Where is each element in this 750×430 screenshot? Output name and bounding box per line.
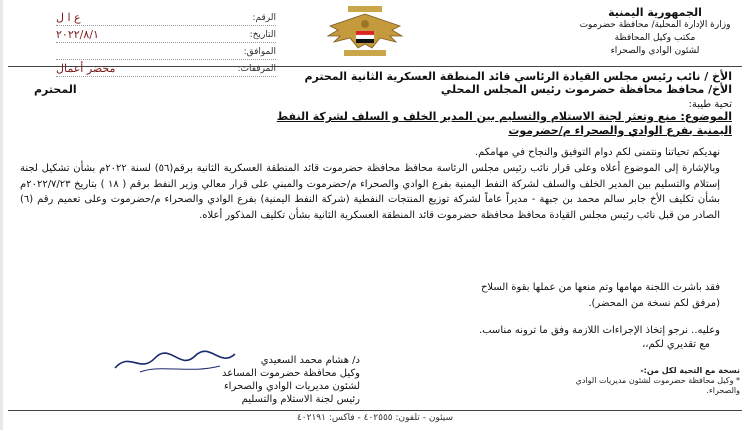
footer-contact: سيئون - تلفون: ٤٠٢٥٥٥ - فاكس: ٤٠٢١٩١	[296, 413, 454, 423]
letter-meta	[56, 10, 276, 78]
meta-ref-row	[56, 10, 276, 26]
body-paragraph-3: فقد باشرت اللجنة مهامها وتم منعها من عملها بقوة السلاح	[480, 282, 720, 293]
meta-ref-label: الرقم:	[252, 12, 276, 23]
letterhead-office: مكتب وكيل المحافظة	[614, 33, 696, 43]
addressee-line-2-wrap	[12, 83, 732, 96]
signatory-title-1: وكيل محافظة حضرموت المساعد	[221, 368, 360, 379]
letterhead-dept: لشئون الوادي والصحراء	[610, 46, 700, 56]
meta-ref-value: ع ا ل	[56, 11, 81, 24]
meta-matching-row	[56, 44, 276, 60]
body-paragraph-1: نهديكم تحياتنا ونتمنى لكم دوام التوفيق والنجاح في مهامكم.	[474, 147, 720, 158]
subject	[12, 110, 732, 138]
cc-item-1: * وكيل محافظة حضرموت لشئون مديريات الوادي والصحراء.	[575, 376, 740, 395]
signature-block	[60, 348, 360, 406]
meta-attachments-label: المرفقات:	[237, 63, 276, 74]
closing-line: مع تقديري لكم،،	[642, 339, 710, 350]
letterhead	[570, 6, 740, 58]
meta-date-row	[56, 27, 276, 43]
body-paragraph-4: (مرفق لكم نسخة من المحضر).	[588, 298, 720, 309]
addressee	[12, 70, 732, 96]
greeting: تحية طيبة:	[688, 99, 732, 110]
meta-attachments-value: محضر أعمال	[56, 62, 116, 75]
addressee-line-2-tail: المحترم	[34, 83, 77, 96]
meta-matching-label: الموافق:	[243, 46, 276, 57]
body-paragraph-2: وبالإشارة إلى الموضوع أعلاه وعلى قرار نائب رئيس مجلس الرئاسة محافظ محافظة حضرموت قائد المنطقة العسكرية الثانية برقم(٥٦) لسنة ٢٠٢٢م بشأن تشكيل لجنة إستلام والتسليم بين المدير الخلف والسلف لشركة النفط اليمنية بفرع الوادي والصحراء م/حضرموت والمبني على قرار معالي وزير النفط برقم ( ١٨ ) بتاريخ ٢٠٢٢/٧/٢٣م بشأن تكليف الأخ جابر سالم محمد بن جبهة - مديراً عاماً لشركة توزيع المنتجات النفطية (شركة النفط اليمنية) بفرع الوادي والصحراء م/حضرموت وعلى تعميم رقم (٦) الصادر من قبل نائب رئيس مجلس القيادة محافظ محافظة حضرموت قائد المنطقة العسكرية الثانية بشأن تكليف المذكور أعلاه.	[20, 163, 720, 221]
header-divider	[8, 66, 742, 67]
body-paragraph-5: وعليه.. نرجو إتخاذ الإجراءات اللازمة وفق ما ترونه مناسب.	[478, 325, 720, 336]
letterhead-country: الجمهورية اليمنية	[608, 6, 702, 19]
footer-divider	[8, 410, 742, 411]
eagle-emblem-icon	[320, 4, 410, 60]
subject-line-2: اليمنية بفرع الوادي والصحراء م/حضرموت	[508, 124, 732, 137]
meta-date-value: ٢٠٢٢/٨/١	[56, 28, 99, 41]
letterhead-ministry: وزارة الإدارة المحلية/ محافظة حضرموت	[579, 20, 731, 30]
signatory-title-2: لشئون مديريات الوادي والصحراء	[223, 381, 360, 392]
signatory-name: د/ هشام محمد السعيدي	[260, 355, 360, 366]
signatory-title-3: رئيس لجنة الاستلام والتسليم	[241, 394, 360, 405]
subject-line-1: الموضوع: منع وتعثر لجنة الاستلام والتسليم بين المدير الخلف و السلف لشركة النفط	[276, 110, 732, 123]
cc-block	[540, 366, 740, 396]
cc-heading: نسخة مع التحية لكل من:-	[640, 366, 740, 375]
meta-date-label: التاريخ:	[249, 29, 276, 40]
addressee-line-2: الأخ/ محافظ محافظة حضرموت رئيس المجلس المحلي	[440, 83, 732, 96]
addressee-line-1: الأخ / نائب رئيس مجلس القيادة الرئاسي قائد المنطقة العسكرية الثانية المحترم	[304, 70, 732, 83]
